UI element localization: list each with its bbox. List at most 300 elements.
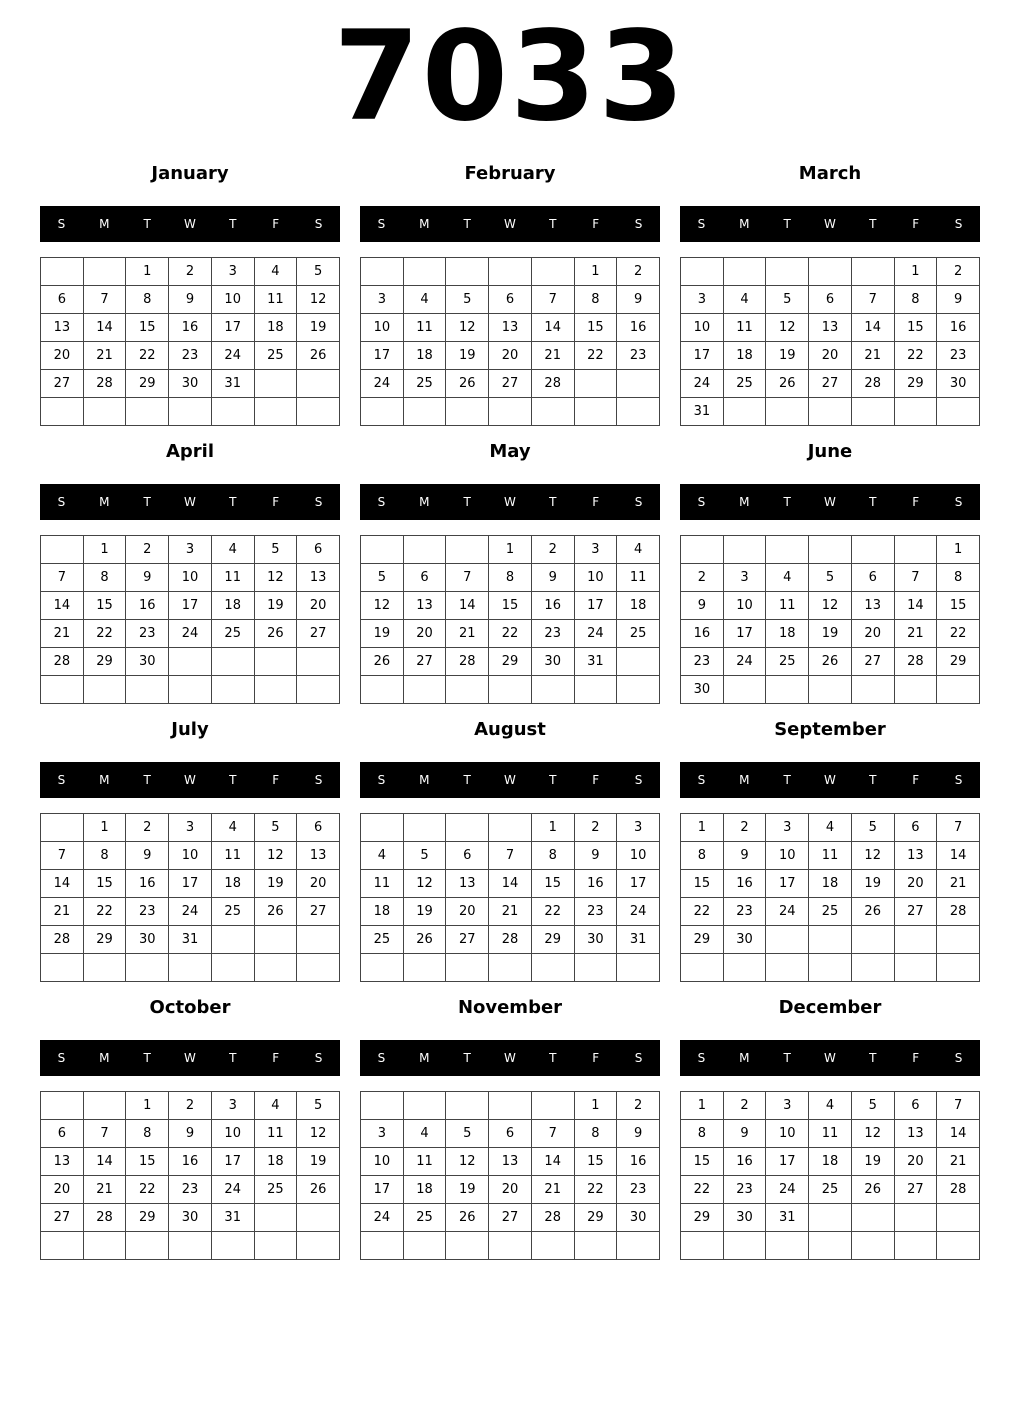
weekday-label: T (783, 773, 791, 787)
day-cell: 24 (169, 898, 212, 926)
days-grid (40, 1091, 340, 1260)
month-june (680, 438, 980, 704)
weekday-header (40, 484, 340, 520)
month-name: August (474, 719, 546, 740)
day-cell: 19 (809, 620, 852, 648)
day-cell: 28 (895, 648, 938, 676)
day-cell: 10 (169, 842, 212, 870)
day-cell: 10 (575, 564, 618, 592)
day-cell: 10 (617, 842, 660, 870)
day-cell: 31 (212, 1204, 255, 1232)
day-cell: 15 (575, 314, 618, 342)
empty-cell (724, 536, 767, 564)
empty-cell (297, 648, 340, 676)
day-cell: 9 (126, 842, 169, 870)
empty-cell (169, 1232, 212, 1260)
empty-cell (617, 370, 660, 398)
day-cell: 22 (895, 342, 938, 370)
day-cell: 25 (212, 620, 255, 648)
day-cell: 14 (84, 1148, 127, 1176)
day-cell: 8 (489, 564, 532, 592)
weekday-label: S (954, 1051, 963, 1065)
empty-cell (404, 954, 447, 982)
day-cell: 4 (724, 286, 767, 314)
day-cell: 24 (766, 1176, 809, 1204)
month-august (360, 716, 660, 982)
day-cell: 6 (852, 564, 895, 592)
weekday-label: S (697, 217, 706, 231)
empty-cell (852, 398, 895, 426)
day-cell: 18 (255, 1148, 298, 1176)
empty-cell (681, 536, 724, 564)
empty-cell (575, 398, 618, 426)
day-cell: 7 (937, 814, 980, 842)
day-cell: 23 (724, 898, 767, 926)
empty-cell (361, 1232, 404, 1260)
day-cell: 30 (126, 926, 169, 954)
day-cell: 31 (212, 370, 255, 398)
empty-cell (489, 258, 532, 286)
weekday-label: M (419, 217, 430, 231)
day-cell: 7 (41, 564, 84, 592)
day-cell: 17 (361, 1176, 404, 1204)
weekday-label: S (634, 1051, 643, 1065)
day-cell: 24 (766, 898, 809, 926)
day-cell: 8 (126, 286, 169, 314)
empty-cell (937, 676, 980, 704)
day-cell: 10 (766, 1120, 809, 1148)
empty-cell (361, 814, 404, 842)
empty-cell (575, 370, 618, 398)
empty-cell (169, 398, 212, 426)
day-cell: 3 (212, 1092, 255, 1120)
empty-cell (255, 1232, 298, 1260)
day-cell: 28 (489, 926, 532, 954)
day-cell: 30 (169, 1204, 212, 1232)
day-cell: 27 (489, 370, 532, 398)
day-cell: 21 (532, 342, 575, 370)
weekday-label: F (272, 1051, 280, 1065)
day-cell: 5 (766, 286, 809, 314)
days-grid (40, 257, 340, 426)
day-cell: 6 (489, 286, 532, 314)
empty-cell (937, 1232, 980, 1260)
empty-cell (766, 1232, 809, 1260)
weekday-label: M (739, 773, 750, 787)
day-cell: 28 (532, 370, 575, 398)
empty-cell (852, 1204, 895, 1232)
day-cell: 4 (361, 842, 404, 870)
day-cell: 3 (361, 1120, 404, 1148)
day-cell: 29 (126, 1204, 169, 1232)
weekday-label: W (824, 495, 836, 509)
weekday-label: S (57, 1051, 66, 1065)
day-cell: 14 (489, 870, 532, 898)
empty-cell (895, 676, 938, 704)
empty-cell (852, 676, 895, 704)
empty-cell (617, 954, 660, 982)
day-cell: 12 (255, 564, 298, 592)
day-cell: 25 (404, 1204, 447, 1232)
weekday-label: F (272, 773, 280, 787)
weekday-label: F (592, 1051, 600, 1065)
day-cell: 26 (297, 1176, 340, 1204)
day-cell: 31 (169, 926, 212, 954)
empty-cell (84, 954, 127, 982)
empty-cell (446, 954, 489, 982)
day-cell: 20 (297, 870, 340, 898)
empty-cell (126, 1232, 169, 1260)
weekday-label: T (869, 773, 877, 787)
day-cell: 24 (361, 1204, 404, 1232)
day-cell: 8 (895, 286, 938, 314)
day-cell: 27 (895, 898, 938, 926)
day-cell: 6 (41, 1120, 84, 1148)
empty-cell (212, 398, 255, 426)
empty-cell (852, 1232, 895, 1260)
weekday-label: M (419, 495, 430, 509)
days-grid (360, 1091, 660, 1260)
empty-cell (361, 398, 404, 426)
days-grid (40, 535, 340, 704)
day-cell: 10 (169, 564, 212, 592)
day-cell: 6 (41, 286, 84, 314)
day-cell: 4 (809, 1092, 852, 1120)
weekday-label: M (419, 1051, 430, 1065)
weekday-label: T (869, 495, 877, 509)
day-cell: 15 (895, 314, 938, 342)
day-cell: 26 (404, 926, 447, 954)
day-cell: 13 (41, 314, 84, 342)
day-cell: 29 (489, 648, 532, 676)
month-name: July (171, 719, 209, 740)
weekday-label: S (634, 773, 643, 787)
day-cell: 6 (297, 814, 340, 842)
day-cell: 14 (937, 842, 980, 870)
weekday-label: W (184, 495, 196, 509)
weekday-label: M (99, 1051, 110, 1065)
day-cell: 17 (681, 342, 724, 370)
month-december (680, 994, 980, 1260)
weekday-label: T (143, 495, 151, 509)
empty-cell (361, 1092, 404, 1120)
empty-cell (212, 954, 255, 982)
day-cell: 29 (84, 926, 127, 954)
day-cell: 17 (766, 870, 809, 898)
day-cell: 1 (895, 258, 938, 286)
empty-cell (404, 1232, 447, 1260)
month-name: October (149, 997, 231, 1018)
empty-cell (255, 1204, 298, 1232)
day-cell: 10 (724, 592, 767, 620)
empty-cell (809, 258, 852, 286)
day-cell: 5 (852, 1092, 895, 1120)
day-cell: 2 (169, 1092, 212, 1120)
month-april (40, 438, 340, 704)
empty-cell (404, 676, 447, 704)
weekday-label: T (463, 1051, 471, 1065)
day-cell: 13 (297, 842, 340, 870)
day-cell: 21 (84, 342, 127, 370)
day-cell: 13 (895, 1120, 938, 1148)
day-cell: 23 (126, 620, 169, 648)
day-cell: 17 (617, 870, 660, 898)
day-cell: 19 (255, 870, 298, 898)
day-cell: 5 (404, 842, 447, 870)
day-cell: 3 (575, 536, 618, 564)
weekday-label: S (377, 1051, 386, 1065)
day-cell: 9 (126, 564, 169, 592)
weekday-label: S (314, 495, 323, 509)
day-cell: 16 (617, 1148, 660, 1176)
empty-cell (404, 258, 447, 286)
day-cell: 11 (809, 842, 852, 870)
day-cell: 22 (84, 620, 127, 648)
day-cell: 19 (255, 592, 298, 620)
day-cell: 9 (617, 286, 660, 314)
day-cell: 24 (212, 342, 255, 370)
day-cell: 11 (255, 286, 298, 314)
day-cell: 10 (361, 1148, 404, 1176)
day-cell: 29 (681, 926, 724, 954)
day-cell: 9 (575, 842, 618, 870)
day-cell: 17 (361, 342, 404, 370)
empty-cell (532, 954, 575, 982)
empty-cell (895, 1204, 938, 1232)
empty-cell (84, 1232, 127, 1260)
day-cell: 2 (169, 258, 212, 286)
weekday-label: W (184, 217, 196, 231)
day-cell: 29 (532, 926, 575, 954)
day-cell: 3 (724, 564, 767, 592)
empty-cell (255, 954, 298, 982)
empty-cell (361, 676, 404, 704)
day-cell: 24 (617, 898, 660, 926)
empty-cell (169, 648, 212, 676)
month-name: December (778, 997, 882, 1018)
day-cell: 13 (404, 592, 447, 620)
empty-cell (489, 676, 532, 704)
day-cell: 21 (489, 898, 532, 926)
day-cell: 2 (126, 814, 169, 842)
day-cell: 13 (489, 1148, 532, 1176)
day-cell: 22 (681, 1176, 724, 1204)
day-cell: 7 (895, 564, 938, 592)
day-cell: 15 (681, 1148, 724, 1176)
day-cell: 27 (41, 370, 84, 398)
day-cell: 17 (212, 1148, 255, 1176)
day-cell: 7 (532, 1120, 575, 1148)
day-cell: 10 (766, 842, 809, 870)
day-cell: 8 (575, 1120, 618, 1148)
day-cell: 20 (489, 1176, 532, 1204)
weekday-label: W (504, 495, 516, 509)
day-cell: 31 (681, 398, 724, 426)
weekday-label: T (783, 217, 791, 231)
day-cell: 7 (937, 1092, 980, 1120)
empty-cell (297, 398, 340, 426)
empty-cell (404, 398, 447, 426)
empty-cell (766, 398, 809, 426)
weekday-label: T (229, 1051, 237, 1065)
day-cell: 26 (255, 620, 298, 648)
day-cell: 13 (489, 314, 532, 342)
weekday-label: M (419, 773, 430, 787)
day-cell: 12 (361, 592, 404, 620)
weekday-label: T (549, 217, 557, 231)
empty-cell (255, 370, 298, 398)
empty-cell (212, 676, 255, 704)
day-cell: 5 (361, 564, 404, 592)
day-cell: 15 (126, 1148, 169, 1176)
day-cell: 17 (766, 1148, 809, 1176)
day-cell: 28 (532, 1204, 575, 1232)
day-cell: 16 (126, 870, 169, 898)
empty-cell (126, 676, 169, 704)
day-cell: 27 (297, 898, 340, 926)
day-cell: 5 (255, 536, 298, 564)
empty-cell (446, 1092, 489, 1120)
day-cell: 6 (895, 814, 938, 842)
empty-cell (297, 676, 340, 704)
days-grid (360, 257, 660, 426)
day-cell: 9 (681, 592, 724, 620)
day-cell: 31 (575, 648, 618, 676)
day-cell: 5 (297, 258, 340, 286)
day-cell: 23 (575, 898, 618, 926)
empty-cell (895, 398, 938, 426)
empty-cell (681, 1232, 724, 1260)
empty-cell (297, 1204, 340, 1232)
weekday-label: T (869, 217, 877, 231)
day-cell: 9 (724, 842, 767, 870)
day-cell: 22 (84, 898, 127, 926)
month-october (40, 994, 340, 1260)
day-cell: 17 (575, 592, 618, 620)
day-cell: 11 (404, 1148, 447, 1176)
empty-cell (41, 814, 84, 842)
empty-cell (489, 1232, 532, 1260)
day-cell: 4 (255, 1092, 298, 1120)
empty-cell (895, 536, 938, 564)
weekday-label: T (143, 773, 151, 787)
day-cell: 12 (255, 842, 298, 870)
day-cell: 15 (84, 592, 127, 620)
empty-cell (809, 1232, 852, 1260)
weekday-label: T (549, 1051, 557, 1065)
day-cell: 15 (937, 592, 980, 620)
day-cell: 1 (937, 536, 980, 564)
weekday-label: F (592, 217, 600, 231)
month-may (360, 438, 660, 704)
day-cell: 4 (212, 536, 255, 564)
empty-cell (532, 1232, 575, 1260)
day-cell: 25 (724, 370, 767, 398)
day-cell: 29 (84, 648, 127, 676)
day-cell: 10 (212, 286, 255, 314)
empty-cell (766, 676, 809, 704)
day-cell: 9 (532, 564, 575, 592)
month-february (360, 160, 660, 426)
day-cell: 23 (617, 1176, 660, 1204)
empty-cell (852, 926, 895, 954)
empty-cell (126, 398, 169, 426)
day-cell: 1 (126, 1092, 169, 1120)
weekday-label: T (229, 217, 237, 231)
empty-cell (41, 258, 84, 286)
day-cell: 19 (297, 1148, 340, 1176)
weekday-label: S (954, 217, 963, 231)
month-january (40, 160, 340, 426)
day-cell: 23 (724, 1176, 767, 1204)
weekday-label: T (783, 495, 791, 509)
weekday-header (680, 762, 980, 798)
day-cell: 8 (84, 842, 127, 870)
day-cell: 24 (212, 1176, 255, 1204)
empty-cell (809, 954, 852, 982)
day-cell: 4 (809, 814, 852, 842)
empty-cell (446, 398, 489, 426)
days-grid (680, 1091, 980, 1260)
month-name: February (464, 163, 556, 184)
day-cell: 11 (724, 314, 767, 342)
day-cell: 30 (724, 1204, 767, 1232)
day-cell: 20 (297, 592, 340, 620)
day-cell: 23 (169, 342, 212, 370)
weekday-label: S (697, 773, 706, 787)
empty-cell (41, 398, 84, 426)
day-cell: 14 (532, 314, 575, 342)
day-cell: 12 (297, 286, 340, 314)
day-cell: 3 (766, 1092, 809, 1120)
day-cell: 21 (41, 620, 84, 648)
day-cell: 7 (489, 842, 532, 870)
empty-cell (809, 926, 852, 954)
weekday-label: W (824, 773, 836, 787)
day-cell: 4 (255, 258, 298, 286)
empty-cell (446, 676, 489, 704)
day-cell: 23 (532, 620, 575, 648)
day-cell: 22 (937, 620, 980, 648)
day-cell: 3 (617, 814, 660, 842)
weekday-label: M (99, 773, 110, 787)
day-cell: 31 (617, 926, 660, 954)
empty-cell (724, 1232, 767, 1260)
empty-cell (489, 814, 532, 842)
empty-cell (809, 676, 852, 704)
day-cell: 17 (724, 620, 767, 648)
empty-cell (84, 676, 127, 704)
month-november (360, 994, 660, 1260)
day-cell: 10 (212, 1120, 255, 1148)
month-name: June (807, 441, 853, 462)
day-cell: 16 (724, 870, 767, 898)
day-cell: 24 (361, 370, 404, 398)
day-cell: 8 (84, 564, 127, 592)
day-cell: 18 (212, 870, 255, 898)
day-cell: 7 (84, 1120, 127, 1148)
day-cell: 16 (724, 1148, 767, 1176)
day-cell: 6 (489, 1120, 532, 1148)
day-cell: 4 (404, 1120, 447, 1148)
month-name: September (774, 719, 886, 740)
empty-cell (852, 258, 895, 286)
empty-cell (724, 954, 767, 982)
day-cell: 26 (809, 648, 852, 676)
weekday-label: S (314, 773, 323, 787)
day-cell: 14 (84, 314, 127, 342)
day-cell: 22 (681, 898, 724, 926)
